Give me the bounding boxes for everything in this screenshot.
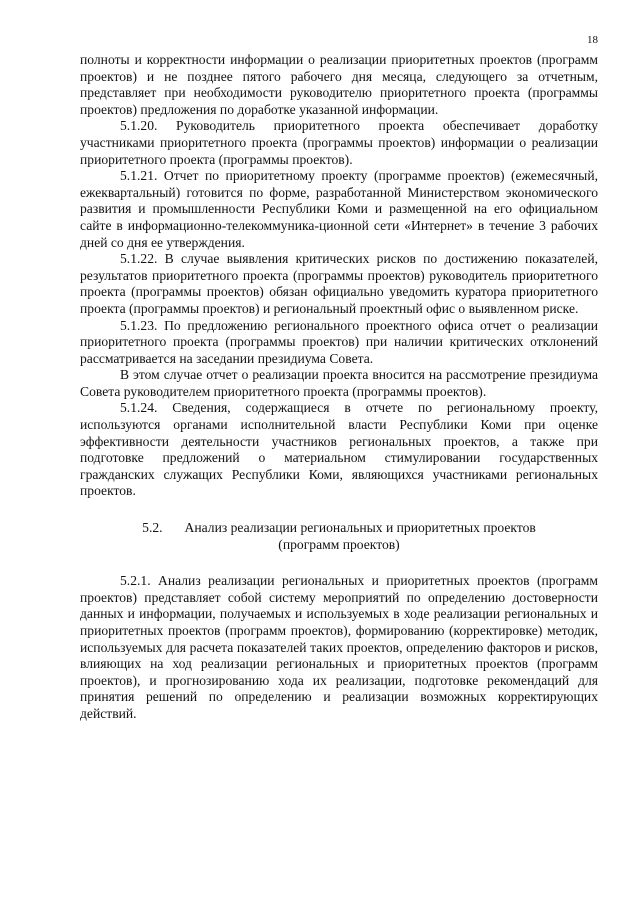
section-heading-5-2 bbox=[80, 520, 598, 553]
section-number: 5.2. bbox=[142, 520, 163, 536]
paragraph-5-1-22: 5.1.22. В случае выявления критических рисков по достижению показателей, результатов приоритетного проекта (программы проектов) руководитель приоритетного проекта (программы проектов) обязан официально уведомить куратора приоритетного проекта (программы проектов) и региональный проектный офис о выявленном риске. bbox=[80, 251, 598, 316]
paragraph-5-1-21: 5.1.21. Отчет по приоритетному проекту (программе проектов) (ежемесячный, ежеквартальный) готовится по форме, разработанной Министерством экономического развития и промышленности Республики Коми и размещенной на его официальном сайте в информационно-телекоммуника-ционной сети «Интернет» в течение 3 рабочих дней со дня ее утверждения. bbox=[80, 168, 598, 250]
section-title-line2: (программ проектов) bbox=[278, 536, 400, 552]
paragraph-5-1-23-note: В этом случае отчет о реализации проекта вносится на рассмотрение президиума Совета руководителем приоритетного проекта (программы проектов). bbox=[80, 367, 598, 399]
section-title-line1: Анализ реализации региональных и приоритетных проектов bbox=[184, 520, 536, 536]
document-body bbox=[80, 52, 598, 723]
paragraph-5-1-23: 5.1.23. По предложению регионального проектного офиса отчет о реализации приоритетного проекта (программы проектов) при наличии критических отклонений рассматривается на заседании президиума Совета. bbox=[80, 317, 598, 366]
paragraph-5-1-20: 5.1.20. Руководитель приоритетного проекта обеспечивает доработку участниками приоритетного проекта (программы проектов) информации о реализации приоритетного проекта (программы проектов). bbox=[80, 118, 598, 167]
paragraph-5-1-24: 5.1.24. Сведения, содержащиеся в отчете по региональному проекту, используются органами исполнительной власти Республики Коми при оценке эффективности деятельности участников региональных проектов, а также при подготовке предложений о материальном стимулировании государственных гражданских служащих Республики Коми, являющихся участниками региональных проектов. bbox=[80, 400, 598, 499]
paragraph-5-2-1: 5.2.1. Анализ реализации региональных и приоритетных проектов (программ проектов) представляет собой систему мероприятий по определению достоверности данных и информации, получаемых и используемых в ходе реализации региональных и приоритетных проектов (программ проектов), формированию (корректировке) методик, используемых для расчета показателей таких проектов, определению факторов и рисков, влияющих на ход реализации региональных и приоритетных проектов (программ проектов), и прогнозированию хода их реализации, подготовке рекомендаций для принятия решений по определению и реализации возможных корректирующих действий. bbox=[80, 573, 598, 721]
page-number: 18 bbox=[587, 34, 598, 46]
paragraph-continuation: полноты и корректности информации о реализации приоритетных проектов (программ проектов) и не позднее пятого рабочего дня месяца, следующего за отчетным, представляет при необходимости руководителю приоритетного проекта (программы проектов) предложения по доработке указанной информации. bbox=[80, 52, 598, 117]
